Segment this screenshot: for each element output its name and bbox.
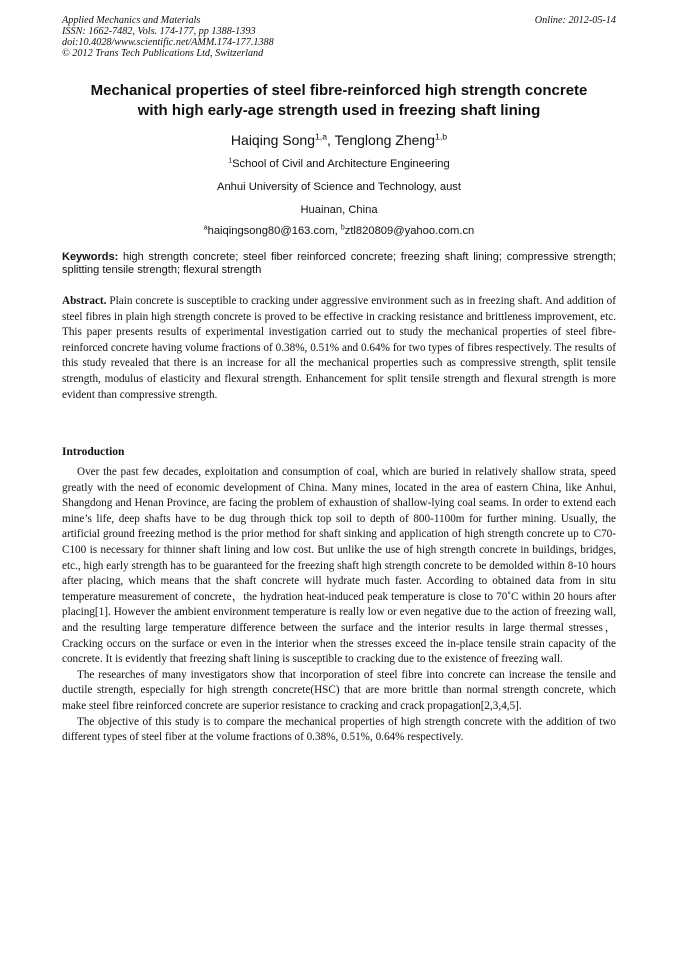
journal-doi: doi:10.4028/www.scientific.net/AMM.174-177.1388 [62, 37, 274, 48]
affiliation-school: School of Civil and Architecture Engineering [232, 158, 450, 170]
email-separator: , [334, 225, 341, 237]
introduction-heading: Introduction [62, 446, 125, 458]
journal-copyright: © 2012 Trans Tech Publications Ltd, Switzerland [62, 48, 264, 59]
affiliation-line-2: Anhui University of Science and Technology, aust [217, 181, 461, 193]
affiliation-line-3: Huainan, China [300, 204, 378, 216]
email-b[interactable]: ztl820809@yahoo.com.cn [344, 225, 475, 237]
paper-title [62, 81, 616, 121]
journal-issn: ISSN: 1662-7482, Vols. 174-177, pp 1388-1393 [62, 26, 256, 37]
paragraph-1: Over the past few decades, exploitation and consumption of coal, which are buried in relatively shallow strata, speed greatly with the need of economic development of China. Many mines, located in the area of eastern China, like Anhui, Shangdong and Henan Province, are facing the problem of exhaustion of shallow-lying coal seams. In order to extend each mine’s life, deep shafts have to be dug through thick top soil to depth of 800-1100m for further mining. Usually, the artificial ground freezing method is the prior method for shaft sinking and application of high strength concrete up to C70-C100 is necessary for thinner shaft lining and low cost. But unlike the use of high strength concrete in buildings, bridges, etc., high early strength has to be guaranteed for the freezing shaft high strength concrete to be demolded within 8-10 hours after placing, which means that the shaft concrete will hydrate much faster. According to obtained data from in situ temperature measurement of concrete，the hydration heat-induced peak temperature is close to 70˚C within 20 hours after placing[1]. However the ambient environment temperature is really low or even negative due to the action of freezing wall, and the resulting large temperature difference between the surface and the interior results in large thermal stresses，Cracking occurs on the surface or even in the interior when the stresses exceed the in-place tensile strain capacity of the concrete. It is evidently that freezing shaft lining is susceptible to cracking due to the existence of freezing wall. [62, 466, 616, 666]
paragraph-3: The objective of this study is to compare the mechanical properties of high strength concrete with the addition of two different types of steel fiber at the volume fractions of 0.38%, 0.51%, 0.64% respectively. [62, 715, 616, 744]
journal-header [62, 15, 616, 59]
affiliation-sup: 1 [228, 157, 233, 165]
keywords-label: Keywords: [62, 251, 119, 263]
email-b-sup: b [340, 224, 345, 232]
paragraph-2: The researches of many investigators show that incorporation of steel fibre into concrete can increase the tensile and ductile strength, especially for high strength concrete(HSC) that are more brittle than normal strength concrete, which make steel fibre reinforced concrete are superior resistance to cracking and crack propagation[2,3,4,5]. [62, 668, 616, 712]
email-a-sup: a [203, 224, 208, 232]
keywords-text: high strength concrete; steel fiber reinforced concrete; freezing shaft lining; compressive strength; splitting tensile strength; flexural strength [62, 251, 616, 276]
author-2-sup: 1,b [435, 131, 448, 142]
keywords [62, 251, 616, 277]
abstract-label: Abstract. [62, 295, 107, 307]
author-1-sup: 1,a [314, 131, 328, 142]
email-a[interactable]: haiqingsong80@163.com [207, 225, 335, 237]
author-2: Tenglong Zheng [334, 132, 435, 148]
author-emails [62, 224, 616, 238]
author-separator: , [327, 132, 335, 148]
introduction-body [62, 465, 616, 746]
abstract [62, 294, 616, 403]
affiliation-line-1 [62, 157, 616, 171]
abstract-text: Plain concrete is susceptible to cracking under aggressive environment such as in freezing shaft. And addition of steel fibres in plain high strength concrete is proved to be effective in cracking resistance and brittleness improvement, etc. This paper presents results of experimental investigation carried out to study the mechanical properties of steel fibre-reinforced concrete having volume fractions of 0.38%, 0.51% and 0.64% for two types of fibres respectively. The results of this study revealed that there is an increase for all the mechanical properties such as compressive strength, split tensile strength, modulus of elasticity and flexural strength. Enhancement for split tensile strength and flexural strength is more evident than compressive strength. [62, 295, 616, 401]
title-line-1: Mechanical properties of steel fibre-reinforced high strength concrete [90, 82, 588, 99]
journal-name: Applied Mechanics and Materials [62, 15, 201, 26]
online-date: Online: 2012-05-14 [534, 15, 616, 26]
author-1: Haiqing Song [230, 132, 315, 148]
author-list [62, 131, 616, 149]
title-line-2: with high early-age strength used in freezing shaft lining [137, 102, 541, 119]
